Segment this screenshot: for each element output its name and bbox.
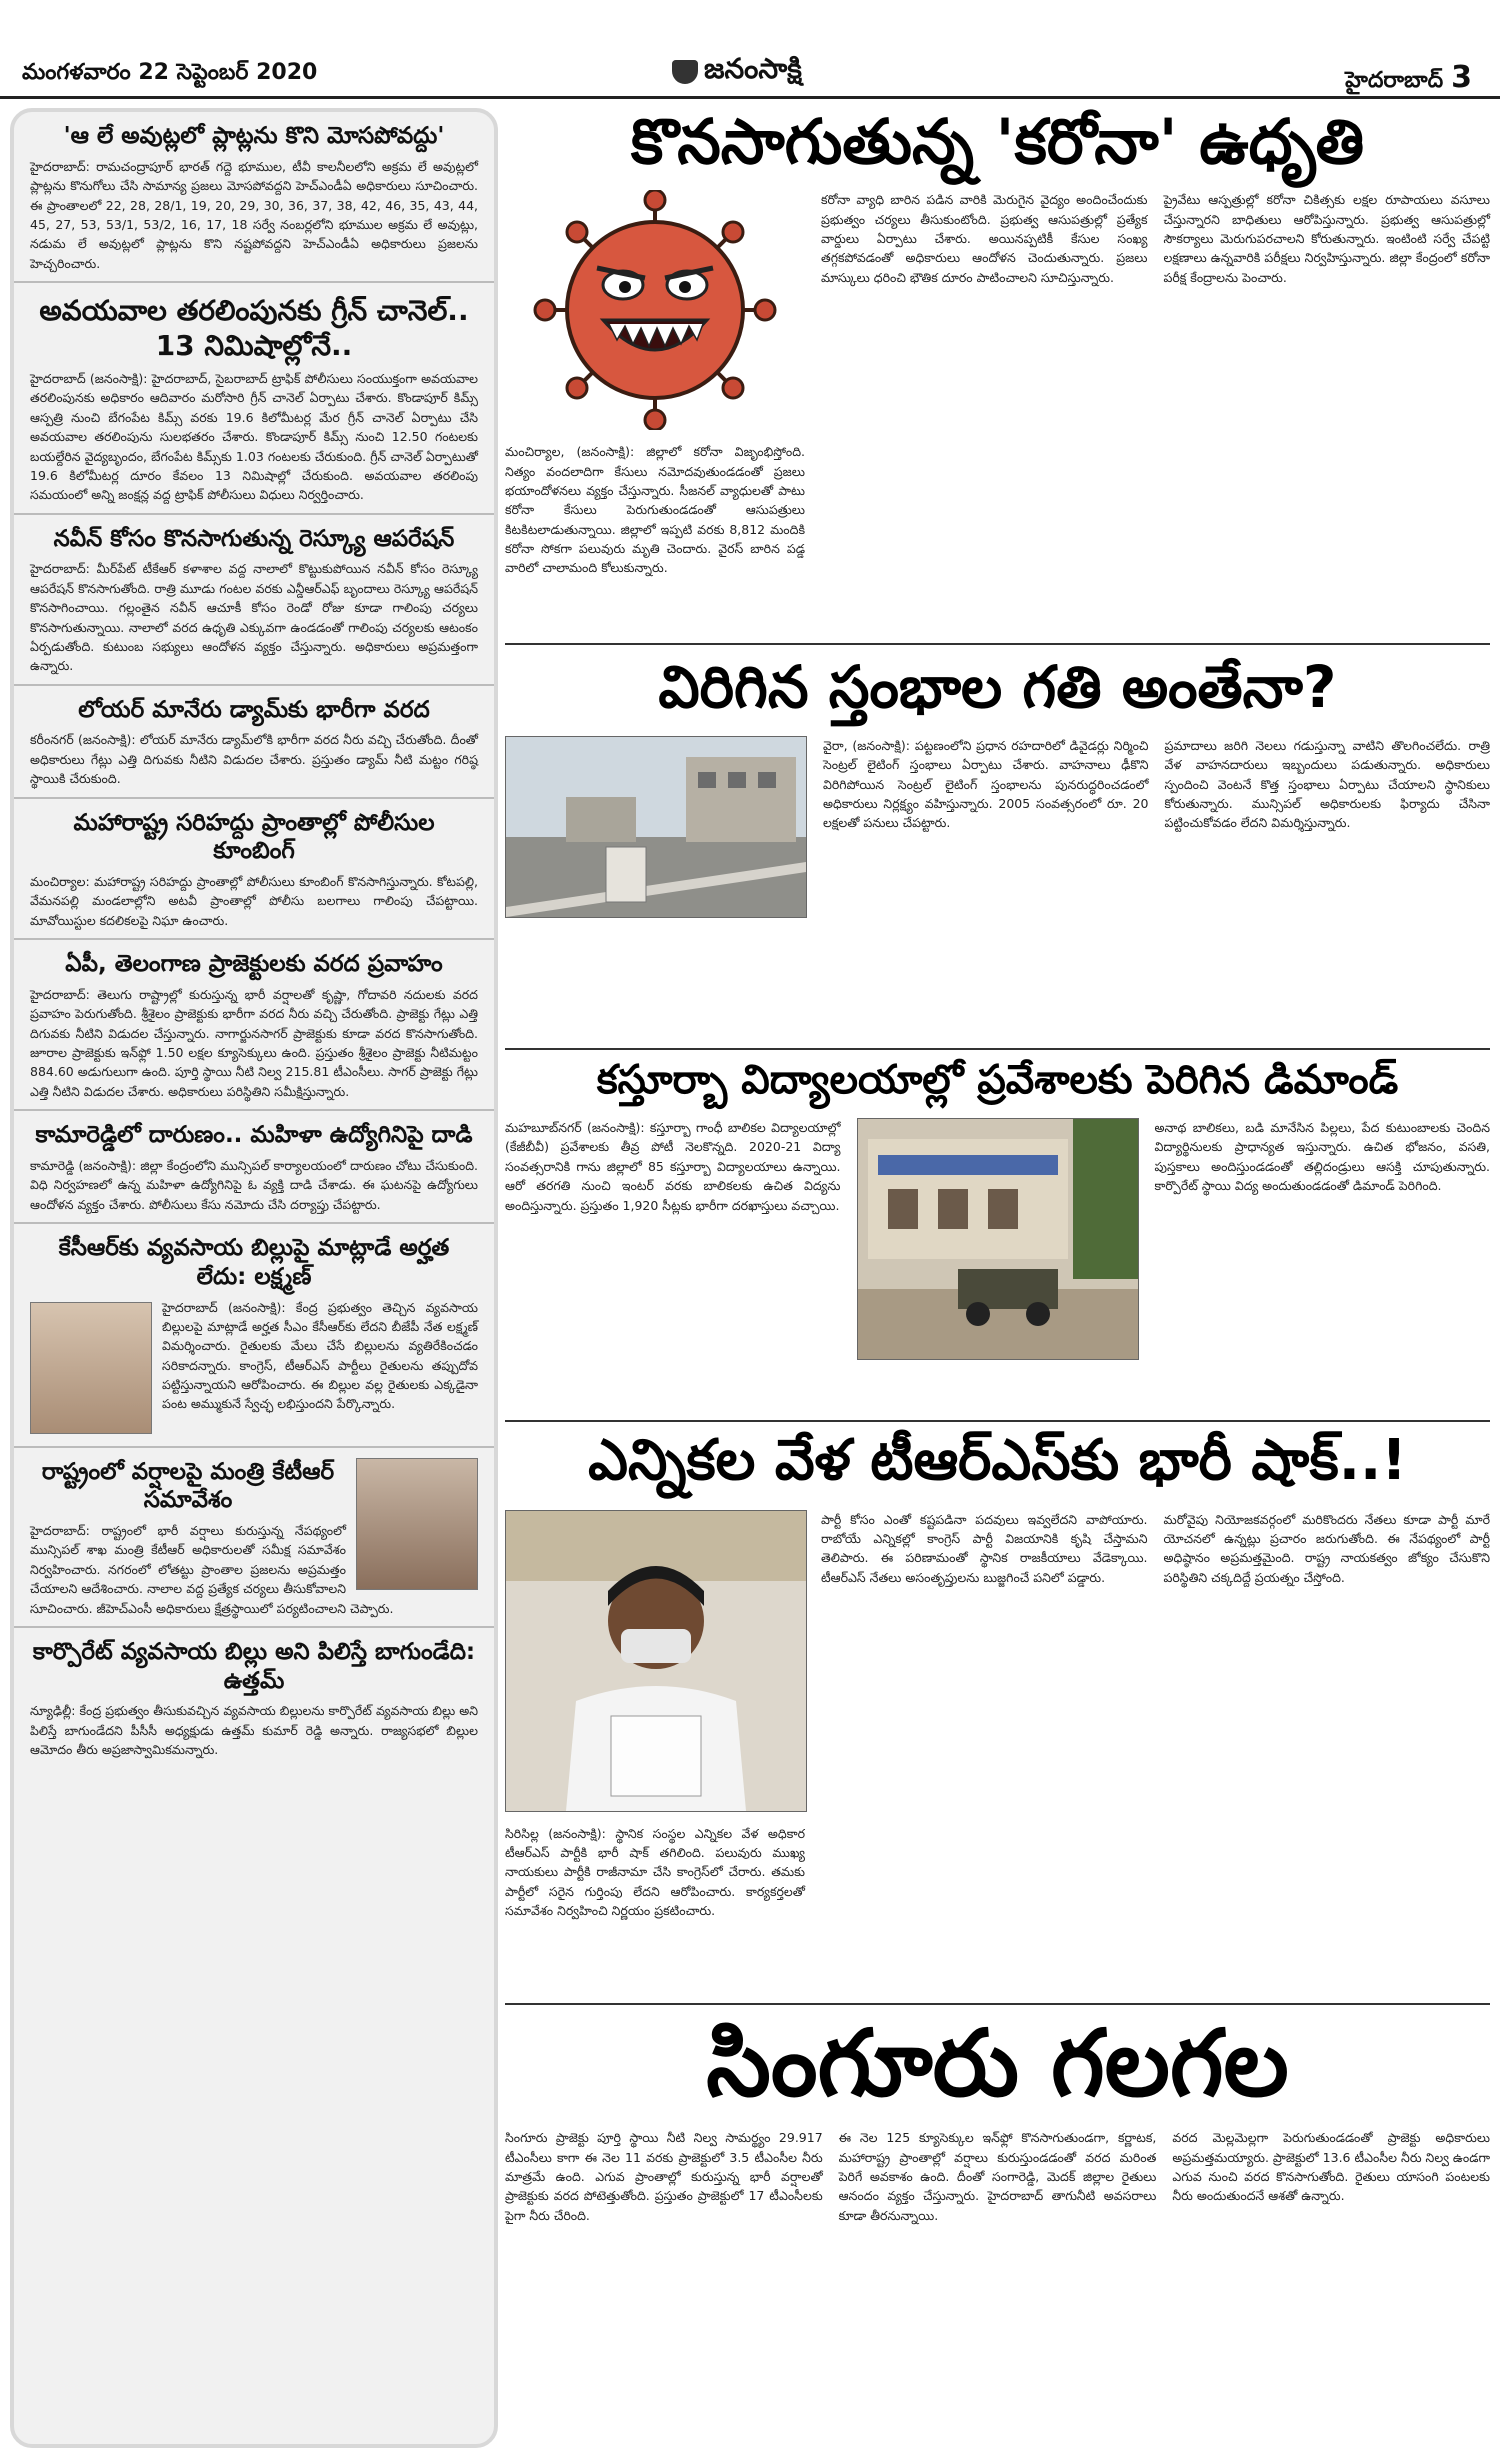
story-body: సిరిసిల్ల (జనంసాక్షి): స్థానిక సంస్థల ఎన్నికల వేళ అధికార టీఆర్‌ఎస్‌ పార్టీకి భారీ షాక్‌ తగిలింది. పలువురు ముఖ్య నాయకులు పార్టీకి రాజీనామా చేసి కాంగ్రెస్‌లో చేరారు. తమకు పార్టీలో సరైన గుర్తింపు లేదని ఆరోపించారు. కార్యకర్తలతో సమావేశం నిర్వహించి నిర్ణయం ప్రకటించారు. — [505, 1825, 805, 1919]
story-body: న్యూఢిల్లీ: కేంద్ర ప్రభుత్వం తీసుకువచ్చిన వ్యవసాయ బిల్లులను కార్పొరేట్‌ వ్యవసాయ బిల్లు అని పిలిస్తే బాగుండేదని పీసీసీ అధ్యక్షుడు ఉత్తమ్‌ కుమార్‌ రెడ్డి అన్నారు. రాజ్యసభలో బిల్లుల ఆమోదం తీరు అప్రజాస్వామికమన్నారు. — [30, 1703, 478, 1758]
story-body: వైరా, (జనంసాక్షి): పట్టణంలోని ప్రధాన రహదారిలో డివైడర్లు నిర్మించి సెంట్రల్‌ లైటింగ్‌ స్తంభాలు ఏర్పాటు చేశారు. వాహనాలు ఢీకొని విరిగిపోయిన సెంట్రల్‌ లైటింగ్‌ స్తంభాలను పునరుద్ధరించడంలో అధికారులు నిర్లక్ష్యం వహిస్తున్నారు. 2005 సంవత్సరంలో రూ. 20 లక్షలతో పనులు చేపట్టారు. — [823, 737, 1149, 831]
headline: ఏపీ, తెలంగాణ ప్రాజెక్టులకు వరద ప్రవాహం — [65, 951, 443, 978]
masthead — [0, 0, 1500, 99]
headline: కేసీఆర్‌కు వ్యవసాయ బిల్లుపై మాట్లాడే అర్హత లేదు: లక్ష్మణ్‌ — [58, 1235, 450, 1290]
laxman-photo — [30, 1302, 152, 1434]
divider — [505, 643, 1490, 645]
headline: లోయర్‌ మానేరు డ్యామ్‌కు భారీగా వరద — [78, 696, 430, 723]
story-body: మంచిర్యాల: మహారాష్ట్ర సరిహద్దు ప్రాంతాల్లో పోలీసులు కూంబింగ్‌ కొనసాగిస్తున్నారు. కోటపల్లి, వేమనపల్లి మండలాల్లోని అటవీ ప్రాంతాల్లో పోలీసు బలగాలు గాలింపు చేపట్టాయి. మావోయిస్టుల కదలికలపై నిఘా ఉంచారు. — [30, 874, 478, 928]
story-layouts — [14, 112, 494, 283]
headline: కామారెడ్డిలో దారుణం.. మహిళా ఉద్యోగినిపై దాడి — [35, 1122, 473, 1149]
story-body: పార్టీ కోసం ఎంతో కష్టపడినా పదవులు ఇవ్వలేదని వాపోయారు. రాబోయే ఎన్నికల్లో కాంగ్రెస్‌ పార్టీ విజయానికి కృషి చేస్తామని తెలిపారు. ఈ పరిణామంతో స్థానిక రాజకీయాలు వేడెక్కాయి. టీఆర్‌ఎస్‌ నేతలు అసంతృప్తులను బుజ్జగించే పనిలో పడ్డారు. — [821, 1511, 1148, 1585]
story-trs-shock — [505, 1430, 1490, 1920]
story-singur — [505, 2010, 1491, 2225]
story-body: మంచిర్యాల, (జనంసాక్షి): జిల్లాలో కరోనా విజృంభిస్తోంది. నిత్యం వందలాదిగా కేసులు నమోదవుతుండడంతో ప్రజలు భయాందోళనలు వ్యక్తం చేస్తున్నారు. సీజనల్‌ వ్యాధులతో పాటు కరోనా కేసులు పెరుగుతుండడంతో ఆసుపత్రులు కిటకిటలాడుతున్నాయి. జిల్లాలో ఇప్పటి వరకు 8,812 మందికి కరోనా సోకగా పలువురు మృతి చెందారు. వైరస్‌ బారిన పడ్డ వారిలో చాలామంది కోలుకున్నారు. — [505, 444, 805, 576]
story-combing — [14, 799, 494, 941]
left-news-column — [10, 108, 498, 2448]
story-kamareddy — [14, 1111, 494, 1224]
logo-text: జనంసాక్షి — [704, 52, 802, 85]
divider — [505, 1420, 1490, 1422]
story-kasturba — [505, 1058, 1490, 1360]
story-body: కరోనా వ్యాధి బారిన పడిన వారికి మెరుగైన వైద్యం అందించేందుకు ప్రభుత్వం చర్యలు తీసుకుంటోంది. ప్రభుత్వ ఆసుపత్రుల్లో ప్రత్యేక వార్డులు ఏర్పాటు చేశారు. అయినప్పటికీ కేసుల సంఖ్య తగ్గకపోవడంతో అధికారులు ఆందోళన చెందుతున్నారు. ప్రజలు మాస్కులు ధరించి భౌతిక దూరం పాటించాలని సూచిస్తున్నారు. — [821, 192, 1148, 285]
story-laxman — [14, 1224, 494, 1448]
story-body: ప్రైవేటు ఆస్పత్రుల్లో కరోనా చికిత్సకు లక్షల రూపాయలు వసూలు చేస్తున్నారని బాధితులు ఆరోపిస్తున్నారు. ప్రభుత్వ ఆసుపత్రుల్లో సౌకర్యాలు మెరుగుపరచాలని కోరుతున్నారు. ఇంటింటి సర్వే చేపట్టి లక్షణాలు ఉన్నవారికి పరీక్షలు నిర్వహిస్తున్నారు. జిల్లా కేంద్రంలో కరోనా పరీక్ష కేంద్రాలను పెంచారు. — [1163, 192, 1490, 285]
story-projects-flood — [14, 940, 494, 1111]
politician-photo — [505, 1510, 807, 1812]
story-ktr-meeting — [14, 1448, 494, 1628]
story-body: హైదరాబాద్‌: మీర్‌పేట్‌ టీకేఆర్‌ కళాశాల వద్ద నాలాలో కొట్టుకుపోయిన నవీన్‌ కోసం రెస్క్యూ ఆపరేషన్‌ కొనసాగుతోంది. రాత్రి మూడు గంటల వరకు ఎన్డీఆర్‌ఎఫ్‌ బృందాలు రెస్క్యూ ఆపరేషన్‌ కొనసాగించాయి. గల్లంతైన నవీన్‌ ఆచూకీ కోసం రెండో రోజు కూడా గాలింపు చర్యలు కొనసాగుతున్నాయి. నాలాలో వరద ఉధృతి ఎక్కువగా ఉండడంతో గాలింపు చర్యలకు ఆటంకం ఏర్పడుతోంది. కుటుంబ సభ్యులు ఆందోళన వ్యక్తం చేస్తున్నారు. అధికారులు అప్రమత్తంగా ఉన్నారు. — [30, 561, 478, 674]
headline-kasturba: కస్తూర్బా విద్యాలయాల్లో ప్రవేశాలకు పెరిగిన డిమాండ్‌ — [596, 1057, 1399, 1103]
issue-date: మంగళవారం 22 సెప్టెంబర్ 2020 — [22, 60, 318, 85]
broken-poles-photo — [505, 736, 807, 918]
story-green-channel — [14, 283, 494, 515]
story-lower-maneru — [14, 686, 494, 799]
headline: రాష్ట్రంలో వర్షాలపై మంత్రి కేటీఆర్‌ సమావేశం — [41, 1458, 335, 1514]
headline-trs-shock: ఎన్నికల వేళ టీఆర్‌ఎస్‌కు భారీ షాక్‌..! — [588, 1428, 1407, 1493]
school-building-photo — [857, 1118, 1139, 1360]
story-body: సింగూరు ప్రాజెక్టు పూర్తి స్థాయి నీటి నిల్వ సామర్థ్యం 29.917 టీఎంసీలు కాగా ఈ నెల 11 వరకు ప్రాజెక్టులో 3.5 టీఎంసీల నీరు మాత్రమే ఉంది. ఎగువ ప్రాంతాల్లో కురుస్తున్న భారీ వర్షాలతో ప్రాజెక్టుకు వరద పోటెత్తుతోంది. ప్రస్తుతం ప్రాజెక్టులో 17 టీఎంసీలకు పైగా నీరు చేరింది. — [505, 2130, 823, 2223]
divider — [505, 1048, 1490, 1050]
story-corona — [505, 105, 1490, 578]
story-poles — [505, 653, 1490, 918]
logo-icon — [672, 60, 698, 84]
story-body: హైదరాబాద్‌ (జనంసాక్షి): కేంద్ర ప్రభుత్వం తెచ్చిన వ్యవసాయ బిల్లులపై మాట్లాడే అర్హత సీఎం కేసీఆర్‌కు లేదని బీజేపీ నేత లక్ష్మణ్‌ విమర్శించారు. రైతులకు మేలు చేసే బిల్లులను వ్యతిరేకించడం సరికాదన్నారు. కాంగ్రెస్‌, టీఆర్‌ఎస్‌ పార్టీలు రైతులను తప్పుదోవ పట్టిస్తున్నాయని ఆరోపించారు. ఈ బిల్లుల వల్ల రైతులకు ఎక్కడైనా పంట అమ్ముకునే స్వేచ్ఛ లభిస్తుందని పేర్కొన్నారు. — [162, 1299, 478, 1412]
headline: నవీన్‌ కోసం కొనసాగుతున్న రెస్క్యూ ఆపరేషన్‌ — [53, 525, 455, 552]
story-body: అనాథ బాలికలు, బడి మానేసిన పిల్లలు, పేద కుటుంబాలకు చెందిన విద్యార్థినులకు ప్రాధాన్యత ఇస్తున్నారు. ఉచిత భోజనం, వసతి, పుస్తకాలు అందిస్తుండడంతో తల్లిదండ్రులు ఆసక్తి చూపుతున్నారు. కార్పొరేట్‌ స్థాయి విద్య అందుతుండడంతో డిమాండ్‌ పెరిగింది. — [1154, 1120, 1490, 1194]
story-body: ప్రమాదాలు జరిగి నెలలు గడుస్తున్నా వాటిని తొలగించలేదు. రాత్రి వేళ వాహనదారులు ఇబ్బందులు పడుతున్నారు. అధికారులు స్పందించి వెంటనే కొత్త స్తంభాలు ఏర్పాటు చేయాలని స్థానికులు కోరుతున్నారు. మున్సిపల్‌ అధికారులకు ఫిర్యాదు చేసినా పట్టించుకోవడం లేదని విమర్శిస్తున్నారు. — [1164, 737, 1490, 831]
headline-corona: కొనసాగుతున్న 'కరోనా' ఉధృతి — [630, 105, 1365, 178]
story-body: హైదరాబాద్‌ (జనంసాక్షి): హైదరాబాద్‌, సైబరాబాద్‌ ట్రాఫిక్‌ పోలీసులు సంయుక్తంగా అవయవాల తరలింపునకు అధికారం ఆదివారం మరోసారి గ్రీన్‌ చానెల్‌ ఏర్పాటు చేశారు. కొండాపూర్‌ కిమ్స్‌ ఆస్పత్రి నుంచి బేగంపేట కిమ్స్‌ వరకు 19.6 కిలోమీటర్ల మేర గ్రీన్‌ చానెల్‌ ఏర్పాటు చేసి అవయవాల తరలింపును సులభతరం చేశారు. కొండాపూర్‌ కిమ్స్‌ నుంచి 12.50 గంటలకు బయల్దేరిన వైద్యబృందం, బేగంపేట కిమ్స్‌కు 1.03 గంటలకు చేరుకుంది. గ్రీన్‌ చానెల్‌ ఏర్పాటుతో 19.6 కిలోమీటర్ల దూరం కేవలం 13 నిమిషాల్లో చేరుకుంది. అవయవాల తరలింపు సమయంలో అన్ని జంక్షన్ల వద్ద ట్రాఫిక్‌ పోలీసులు విధులు నిర్వర్తించారు. — [30, 371, 478, 503]
divider — [505, 2003, 1490, 2005]
ktr-photo — [356, 1458, 478, 1590]
story-body: హైదరాబాద్‌: తెలుగు రాష్ట్రాల్లో కురుస్తున్న భారీ వర్షాలతో కృష్ణా, గోదావరి నదులకు వరద ప్రవాహం పెరుగుతోంది. శ్రీశైలం ప్రాజెక్టుకు భారీగా వరద నీరు వచ్చి చేరుతోంది. ప్రాజెక్టు గేట్లు ఎత్తి దిగువకు నీటిని విడుదల చేస్తున్నారు. నాగార్జునసాగర్‌ ప్రాజెక్టుకు కూడా వరద కొనసాగుతోంది. జూరాల ప్రాజెక్టుకు ఇన్‌ఫ్లో 1.50 లక్షల క్యూసెక్కులు ఉంది. ప్రస్తుతం శ్రీశైలం ప్రాజెక్టు నీటిమట్టం 884.60 అడుగులుగా ఉంది. పూర్తి స్థాయి నీటి నిల్వ 215.81 టీఎంసీలు. సాగర్‌ ప్రాజెక్టు గేట్లు ఎత్తి నీటిని విడుదల చేశారు. అధికారులు పరిస్థితిని సమీక్షిస్తున్నారు. — [30, 986, 478, 1099]
story-body: కరీంనగర్‌ (జనంసాక్షి): లోయర్‌ మానేరు డ్యామ్‌లోకి భారీగా వరద నీరు వచ్చి చేరుతోంది. దీంతో అధికారులు గేట్లు ఎత్తి దిగువకు నీటిని విడుదల చేశారు. ప్రస్తుతం డ్యామ్‌ నీటి మట్టం గరిష్ఠ స్థాయికి చేరుకుంది. — [30, 732, 478, 787]
story-body: మహబూబ్‌నగర్‌ (జనంసాక్షి): కస్తూర్బా గాంధీ బాలికల విద్యాలయాల్లో (కేజీబీవీ) ప్రవేశాలకు తీవ్ర పోటీ నెలకొన్నది. 2020-21 విద్యా సంవత్సరానికి గాను జిల్లాలో 85 కస్తూర్బా విద్యాలయాలు ఉన్నాయి. ఆరో తరగతి నుంచి ఇంటర్‌ వరకు బాలికలకు ఉచిత విద్యను అందిస్తున్నారు. ప్రస్తుతం 1,920 సీట్లకు భారీగా దరఖాస్తులు వచ్చాయి. — [505, 1120, 841, 1213]
story-body: హైదరాబాద్‌: రామచంద్రాపూర్‌ భారత్‌ గద్దె భూముల, టీవీ కాలనీలలోని అక్రమ లే అవుట్లలో ప్లాట్లను కొనుగోలు చేసి సామాన్య ప్రజలు మోసపోవద్దని హెచ్‌ఎండీఏ అధికారులు సూచించారు. ఈ ప్రాంతాలలో 22, 28, 28/1, 19, 20, 29, 30, 36, 37, 38, 42, 46, 35, 43, 44, 45, 27, 53, 53/1, 53/2, 16, 17, 18 సర్వే నంబర్లలోని భూముల అక్రమ లే అవుట్లు, నడుమ లే అవుట్లలో ప్లాట్లను కొని నష్టపోవద్దని హెచ్‌ఎండీఏ అధికారులు ప్రజలను హెచ్చరించారు. — [30, 158, 478, 271]
headline-singur: సింగూరు గలగల — [706, 2010, 1289, 2117]
story-uttam — [14, 1628, 494, 1768]
story-body: వరద మెల్లమెల్లగా పెరుగుతుండడంతో ప్రాజెక్టు అధికారులు అప్రమత్తమయ్యారు. ప్రాజెక్టులో 13.6 టీఎంసీల నీరు నిల్వ ఉండగా ఎగువ నుంచి వరద కొనసాగుతోంది. రైతులు యాసంగి పంటలకు నీరు అందుతుందనే ఆశతో ఉన్నారు. — [1172, 2130, 1491, 2204]
headline: కార్పొరేట్‌ వ్యవసాయ బిల్లు అని పిలిస్తే బాగుండేది: ఉత్తమ్‌ — [32, 1638, 476, 1694]
city-name: హైదరాబాద్ — [1345, 68, 1444, 93]
headline: 'ఆ లే అవుట్లలో ప్లాట్లను కొని మోసపోవద్దు' — [63, 123, 445, 149]
story-rescue — [14, 515, 494, 686]
edition-city — [1345, 60, 1472, 98]
headline: అవయవాల తరలింపునకు గ్రీన్‌ చానెల్‌.. 13 నిమిషాల్లోనే.. — [39, 294, 469, 362]
newspaper-logo — [672, 52, 802, 92]
corona-virus-illustration — [505, 190, 805, 430]
story-body: మరోవైపు నియోజకవర్గంలో మరికొందరు నేతలు కూడా పార్టీ మారే యోచనలో ఉన్నట్లు ప్రచారం జరుగుతోంది. ఈ నేపథ్యంలో పార్టీ అధిష్ఠానం అప్రమత్తమైంది. రాష్ట్ర నాయకత్వం జోక్యం చేసుకొని పరిస్థితిని చక్కదిద్దే ప్రయత్నం చేస్తోంది. — [1163, 1511, 1490, 1585]
story-body: హైదరాబాద్‌: రాష్ట్రంలో భారీ వర్షాలు కురుస్తున్న నేపథ్యంలో మున్సిపల్‌ శాఖ మంత్రి కేటీఆర్‌ అధికారులతో సమీక్ష సమావేశం నిర్వహించారు. నగరంలో లోతట్టు ప్రాంతాల ప్రజలను అప్రమత్తం చేయాలని ఆదేశించారు. నాలాల వద్ద ప్రత్యేక చర్యలు తీసుకోవాలని సూచించారు. జీహెచ్‌ఎంసీ అధికారులు క్షేత్రస్థాయిలో పర్యటించాలని చెప్పారు. — [30, 1523, 394, 1616]
story-body: ఈ నెల 125 క్యూసెక్కుల ఇన్‌ఫ్లో కొనసాగుతుండగా, కర్ణాటక, మహారాష్ట్ర ప్రాంతాల్లో వర్షాలు కురుస్తుండడంతో వరద మరింత పెరిగే అవకాశం ఉంది. దీంతో సంగారెడ్డి, మెదక్‌ జిల్లాల రైతులు ఆనందం వ్యక్తం చేస్తున్నారు. హైదరాబాద్‌ తాగునీటి అవసరాలు కూడా తీరనున్నాయి. — [838, 2130, 1157, 2223]
page-number: 3 — [1451, 60, 1472, 95]
story-body: కామారెడ్డి (జనంసాక్షి): జిల్లా కేంద్రంలోని మున్సిపల్‌ కార్యాలయంలో దారుణం చోటు చేసుకుంది. విధి నిర్వహణలో ఉన్న మహిళా ఉద్యోగినిపై ఓ వ్యక్తి దాడి చేశాడు. ఈ ఘటనపై ఉద్యోగులు ఆందోళన వ్యక్తం చేశారు. పోలీసులు కేసు నమోదు చేసి దర్యాప్తు చేపట్టారు. — [30, 1157, 478, 1212]
headline-poles: విరిగిన స్తంభాల గతి అంతేనా? — [658, 653, 1337, 721]
headline: మహారాష్ట్ర సరిహద్దు ప్రాంతాల్లో పోలీసుల కూంబింగ్‌ — [73, 809, 435, 865]
